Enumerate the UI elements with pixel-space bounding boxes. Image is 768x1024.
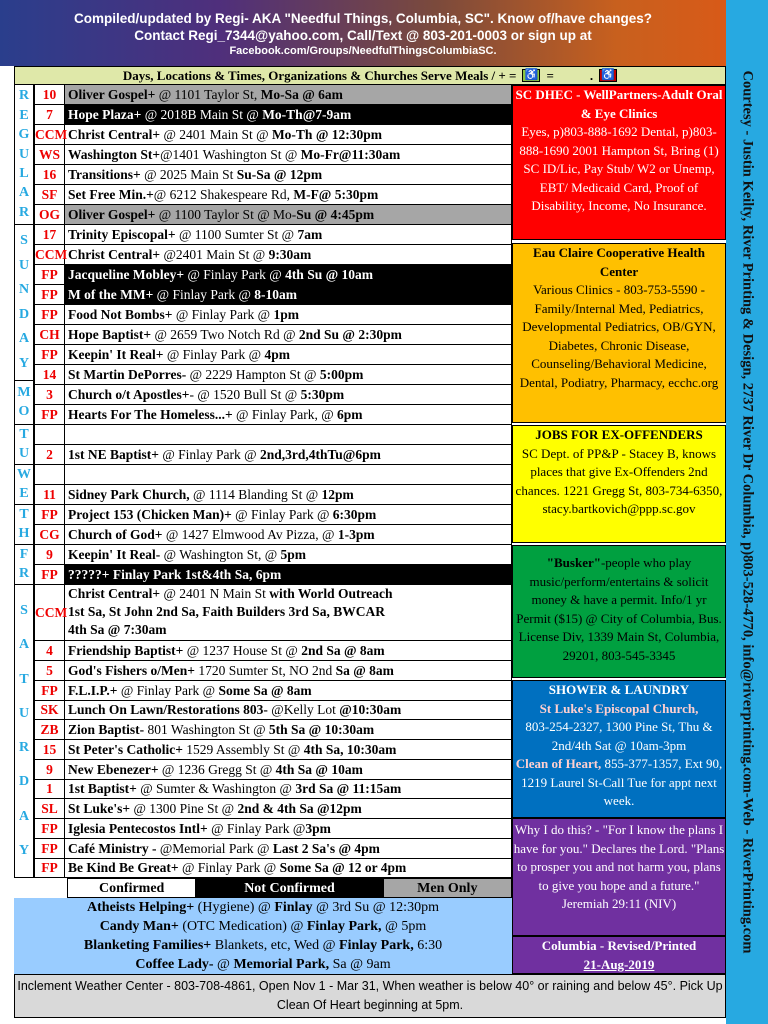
row-code: CCM [35,247,68,262]
schedule-row [34,661,512,681]
org-address: @ 2018B Main St @ [141,107,263,122]
panel-busker-body: -people who play music/perform/entertains & solicit money & have a permit. Info/1 yr Permit ($15) @ City of Columbia, Bus. License Div, 1339 Main St, Columbia, 29201, 803-545-3345 [516,555,722,663]
panel-eau-body: Various Clinics - 803-753-5590 - Family/Internal Med, Pediatrics, Developmental Pediatrics, OB/GYN, Diabetes, Chronic Disease, Counseling/Behavioral Medicine, Dental, Podiatry, Pharmacy, ecchc.org [519,282,719,390]
schedule-row [34,125,512,145]
row-code: FP [34,285,65,304]
schedule-row [34,385,512,405]
org-address: @ 2401 Main St @ [160,127,272,142]
panel-eau-title: Eau Claire Cooperative Health Center [533,245,705,279]
header-banner [0,0,726,66]
org-name: Christ Central+ [68,247,161,262]
key-eq-1: = [546,67,554,83]
org-place: Finlay Park, [339,938,414,953]
org-address: @ 2229 Hampton St @ [186,367,320,382]
org-name: Lunch On Lawn/Restorations 803- [68,702,268,718]
panel-why [512,818,726,936]
org-place: Finlay Park, [306,919,382,934]
org-name: Oliver Gospel+ [68,207,156,222]
org-address: @ 2025 Main St [140,167,237,182]
schedule-row [34,740,512,760]
org-address: @ 1236 Gregg St @ [158,761,276,777]
panel-dhec-title: SC DHEC - WellPartners-Adult Oral & Eye Clinics [515,87,723,121]
schedule-row [34,305,512,325]
org-time: 3pm [305,820,331,836]
row-desc [65,225,511,244]
org-time: Mo-Th @ 12:30pm [271,127,382,142]
row-desc [65,720,511,739]
org-time: 2nd Sa @ 8am [301,643,385,658]
row-desc [65,700,511,719]
panel-dhec [512,85,726,240]
org-address: @ 1114 Blanding St @ [189,487,322,502]
org-time: Last 2 Sa's @ 4pm [272,840,380,856]
schedule-row [34,485,512,505]
schedule-row [34,819,512,839]
org-time: 6pm [337,407,363,422]
org-address: @ Finlay Park @ [231,507,333,522]
revised-line-1: Columbia - Revised/Printed [541,938,697,953]
org-name: Church o/t Apostles+ [68,387,190,402]
row-desc [65,365,511,384]
org-time: Some Sa @ 8am [218,682,312,698]
row-code: FP [34,345,65,364]
org-name: Zion Baptist- [68,722,145,737]
org-name: Jacqueline Mobley+ [68,267,185,282]
row-code: FP [34,405,65,424]
org-name: Blanketing Families+ [83,938,212,953]
org-time: 5:30pm [300,387,345,402]
row-code: WS [34,145,65,164]
org-address: @ 2401 N Main St [160,586,270,601]
legend-not-confirmed: Not Confirmed [195,879,383,897]
row-code: SL [34,799,65,818]
row-desc [65,760,511,779]
row-code: SK [34,700,65,719]
row-desc [65,681,511,700]
org-address: @ Finlay Park, @ [232,407,338,422]
org-time: 7am [297,227,323,242]
row-desc [65,485,511,504]
header-line-1: Compiled/updated by Regi- AKA "Needful Things, Columbia, SC". Know of/have changes? [73,11,653,26]
row-desc [65,465,511,484]
org-time: 3rd Sa @ 11:15am [295,781,402,797]
row-desc [65,245,511,264]
row-code: 17 [34,225,65,244]
row-desc [65,85,511,104]
side-credit-text: Courtesy - Justin Keilty, River Printing & Design, 2737 River Dr Columbia, p)803-528-4770, info@riverprinting.com-Web - RiverPrinting.com [739,70,756,954]
schedule-row [34,681,512,701]
schedule-row [34,700,512,720]
org-name: Washington St+ [68,147,161,162]
org-name: Keepin' It Real- [68,547,161,562]
row-desc [65,661,511,680]
org-name: Trinity Episcopal+ [68,227,176,242]
band-thursday: T H [14,505,34,545]
row-desc [65,505,511,524]
schedule-row [34,445,512,465]
org-name: God's Fishers o/Men+ [68,662,195,678]
org-address: @ Finlay Park @ [163,347,265,362]
org-address: @ Finlay Park @ [178,860,280,876]
schedule-row [34,345,512,365]
org-name: Food Not Bombs+ [68,307,173,322]
panel-dhec-body: Eyes, p)803-888-1692 Dental, p)803-888-1690 2001 Hampton St, Bring (1) SC ID/Lic, Pay Stub/ W2 or Unemp, EBT/ Medicaid Card, Proof of Disability, Income, No Insurance. [519,124,719,213]
row-code: FP [34,819,65,838]
org-name: Hope Baptist+ [68,327,152,342]
header-line-2: Contact Regi_7344@yahoo.com, Call/Text @ 803-201-0003 or sign up at [134,28,592,43]
row-desc [65,525,511,544]
band-monday: M O [14,381,34,425]
schedule-row [34,760,512,780]
org-time: @10:30am [339,702,402,718]
schedule-row-saturday-ccm [34,585,512,641]
schedule-row [34,265,512,285]
panel-jobs-title: JOBS FOR EX-OFFENDERS [535,427,703,442]
schedule-row [34,545,512,565]
schedule-row [34,720,512,740]
row-desc [65,445,511,464]
band-saturday: S A T U R D A Y [14,585,34,878]
key-row [14,66,726,85]
row-desc [65,125,511,144]
side-credit-strip [726,0,768,1024]
org-address: @ 1100 Sumter St @ [175,227,298,242]
org-time: 9:30am [268,247,312,262]
row-code: 1 [34,779,65,798]
schedule-row [34,858,512,878]
org-address: @ 1101 Taylor St, [155,87,261,102]
org-address: @ Sumter & Washington @ [136,781,296,797]
org-note: (OTC Medication) @ [178,919,307,934]
org-address: 1529 Assembly St @ [182,741,304,757]
panel-busker-title: "Busker" [546,555,601,570]
org-address: @ 2659 Two Notch Rd @ [151,327,299,342]
band-wednesday: W E [14,465,34,505]
org-time: 12pm [321,487,354,502]
org-address: @1401 Washington St @ [160,147,301,162]
org-line-3: 4th Sa @ 7:30am [68,622,167,637]
org-address: @ 6212 Shakespeare Rd, [153,187,294,202]
org-address: @ Finlay Park @ [172,307,274,322]
band-sunday: S U N D A Y [14,225,34,381]
org-name: Friendship Baptist+ [68,643,184,658]
bottom-list-item [14,955,512,974]
row-code: 3 [34,385,65,404]
schedule-row [34,405,512,425]
bottom-list-item [14,936,512,955]
org-address: 1720 Sumter St, NO 2nd [194,662,336,678]
org-name: Keepin' It Real+ [68,347,164,362]
row-code: FP [34,265,65,284]
panel-shower [512,680,726,818]
schedule-row [34,185,512,205]
row-code: FP [34,565,65,584]
row-desc [65,145,511,164]
org-time: 8-10am [254,287,298,302]
org-address: @Kelly Lot [267,702,340,718]
org-time: 2nd,3rd,4thTu@6pm [259,447,381,462]
org-time: 5:00pm [319,367,364,382]
org-time: 2nd & 4th Sa @12pm [237,801,362,816]
row-code: CCM [35,127,68,142]
org-address: @ Finlay Park @ [117,682,219,698]
schedule-row [34,105,512,125]
bottom-list-item [14,917,512,936]
org-name: Coffee Lady- [135,957,214,972]
org-name: Café Ministry - [68,840,157,856]
row-code: 4 [34,641,65,660]
org-name: Christ Central+ [68,586,161,601]
schedule-row [34,799,512,819]
panel-stlukes-body: 803-254-2327, 1300 Pine St, Thu & 2nd/4th Sat @ 10am-3pm [525,719,713,753]
org-name: Church of God+ [68,527,163,542]
schedule-row [34,525,512,545]
panel-why-body: Why I do this? - "For I know the plans I have for you." Declares the Lord. "Plans to prosper you and not harm you, plans to give you hope and a future." [513,822,725,893]
org-place: Memorial Park, [233,957,330,972]
schedule-row [34,225,512,245]
row-code: 16 [34,165,65,184]
row-code: 7 [34,105,65,124]
row-desc [65,425,511,444]
schedule-row [34,245,512,265]
org-note: with World Outreach [269,586,393,601]
schedule-row [34,641,512,661]
row-code [34,425,65,444]
org-name: Sidney Park Church, [68,487,190,502]
org-address: @ Finlay Park @ [153,287,255,302]
panel-jobs-body[interactable]: SC Dept. of PP&P - Stacey B, knows places that give Ex-Offenders 2nd chances. 1221 Gregg St, 803-734-6350, stacy.bartkovich@ppp.sc.gov [515,445,723,516]
org-time: 4th Sa, 10:30am [303,741,397,757]
row-code [34,465,65,484]
org-time: Sa @ 9am [329,957,391,972]
key-row-label: Days, Locations & Times, Organizations & Churches Serve Meals / + = [122,67,517,83]
org-time: 2nd Su @ 2:30pm [298,327,402,342]
row-desc [65,325,511,344]
org-address: @ 1237 House St @ [183,643,302,658]
schedule-row [34,839,512,859]
schedule-row [34,285,512,305]
schedule-row [34,465,512,485]
org-note: @ [213,957,234,972]
org-note: (Hygiene) @ [194,900,275,915]
legend-confirmed: Confirmed [68,879,195,897]
panel-why-verse: Jeremiah 29:11 (NIV) [561,896,677,911]
row-code: FP [34,305,65,324]
org-address: @2401 Main St @ [160,247,269,262]
row-code: SF [34,185,65,204]
row-desc [65,185,511,204]
org-name: St Luke's+ [68,801,131,816]
band-friday: F R [14,545,34,585]
row-desc [65,641,511,660]
org-note: Blankets, etc, Wed @ [211,938,340,953]
org-time: Some Sa @ 12 or 4pm [279,860,407,876]
org-time: @ 3rd Su @ 12:30pm [312,900,439,915]
org-place: Finlay [274,900,313,915]
org-name: Hearts For The Homeless...+ [68,407,233,422]
panel-revised [512,936,726,974]
panel-stlukes: St Luke's Episcopal Church, [539,700,699,716]
row-desc [65,779,511,798]
org-name: Iglesia Pentecostos Intl+ [68,820,208,836]
row-code: FP [34,505,65,524]
row-desc [65,565,511,584]
org-time: 4th Sa @ 10am [275,761,363,777]
org-time: Mo-Sa @ 6am [260,87,343,102]
key-eq-2: . [589,67,594,83]
row-desc [65,105,511,124]
row-code: FP [34,858,65,877]
org-name: Project 153 (Chicken Man)+ [68,507,232,522]
org-name: New Ebenezer+ [68,761,159,777]
row-desc [65,165,511,184]
org-time: 6:30pm [332,507,377,522]
row-desc [65,345,511,364]
row-desc [65,799,511,818]
row-code: 14 [34,365,65,384]
org-name: Candy Man+ [99,919,179,934]
row-desc [65,839,511,858]
row-desc [65,405,511,424]
org-time: 4th Su @ 10am [285,267,374,282]
row-code: CG [34,525,65,544]
wheelchair-icon-red: ♿ [599,69,617,82]
panel-coh-body: 855-377-1357, Ext 90, 1219 Laurel St-Call Tue for appt next week. [521,756,723,808]
org-line-2: 1st Sa, St John 2nd Sa, Faith Builders 3rd Sa, BWCAR [68,604,385,619]
row-code: OG [34,205,65,224]
row-code: FP [34,839,65,858]
org-time: Su-Sa @ 12pm [236,167,323,182]
row-desc [65,265,511,284]
row-code: FP [34,681,65,700]
row-code: CH [34,325,65,344]
panel-jobs [512,425,726,543]
org-time: Mo-Fr@11:30am [300,147,401,162]
schedule-row [34,205,512,225]
org-name: Oliver Gospel+ [68,87,156,102]
bottom-list [14,898,512,974]
panel-shower-title: SHOWER & LAUNDRY [548,682,690,697]
row-desc [65,205,511,224]
wheelchair-icon: ♿ [522,69,540,82]
row-desc [65,858,511,877]
schedule-row [34,779,512,799]
row-code: 15 [34,740,65,759]
org-time: Sa @ 8am [335,662,394,678]
org-time: M-F@ 5:30pm [293,187,379,202]
schedule-row [34,565,512,585]
row-desc [65,385,511,404]
org-address: @ 1100 Taylor St @ Mo- [155,207,297,222]
org-address: @ Finlay Park @ [158,447,260,462]
org-name: ?????+ Finlay Park 1st&4th Sa, 6pm [68,567,282,582]
row-desc [65,819,511,838]
org-time: 1-3pm [337,527,375,542]
schedule-row [34,165,512,185]
footer-weather-center: Inclement Weather Center - 803-708-4861, Open Nov 1 - Mar 31, When weather is below 40° or raining and below 45°. Pick Up Clean Of Heart beginning at 5pm. [14,974,726,1018]
org-time: Mo-Th@7-9am [262,107,352,122]
org-name: 1st Baptist+ [68,781,137,797]
org-name: St Peter's Catholic+ [68,741,183,757]
org-name: F.L.I.P.+ [68,682,118,698]
org-name: 1st NE Baptist+ [68,447,159,462]
org-time: 1pm [273,307,299,322]
org-name: Transitions+ [68,167,141,182]
row-desc [65,285,511,304]
org-address: - @ 1520 Bull St @ [189,387,301,402]
bottom-list-item [14,898,512,917]
row-code: ZB [34,720,65,739]
org-address: 801 Washington St @ [144,722,269,737]
row-code: 5 [34,661,65,680]
panel-busker [512,545,726,678]
panel-coh: Clean of Heart, [515,756,602,771]
org-name: Atheists Helping+ [87,900,195,915]
org-address: @ Finlay Park @ [184,267,286,282]
org-time: 5pm [280,547,307,562]
org-name: M of the MM+ [68,287,154,302]
band-tuesday: T U [14,425,34,465]
org-name: Set Free Min.+ [68,187,154,202]
org-name: Hope Plaza+ [68,107,142,122]
schedule-row [34,145,512,165]
org-address: @ 1300 Pine St @ [130,801,238,816]
org-name: St Martin DePorres- [68,367,187,382]
legend-men-only: Men Only [384,879,511,897]
org-time: 4pm [264,347,290,362]
org-time: Su @ 4:45pm [296,207,375,222]
schedule-row [34,325,512,345]
header-line-3[interactable]: Facebook.com/Groups/NeedfulThingsColumbiaSC. [229,45,497,57]
org-time: 6:30 [413,938,443,953]
row-desc [65,585,511,640]
legend-row [67,878,512,898]
row-code: 9 [34,545,65,564]
schedule-row [34,425,512,445]
row-desc [65,545,511,564]
row-desc [65,740,511,759]
org-name: Christ Central+ [68,127,161,142]
band-regular: R E G U L A R [14,85,34,225]
org-address: @ Finlay Park @ [207,820,306,836]
schedule-row [34,85,512,105]
panel-eau-claire [512,243,726,423]
org-address: @Memorial Park @ [156,840,273,856]
org-address: @ 1427 Elmwood Av Pizza, @ [162,527,338,542]
org-name: Be Kind Be Great+ [68,860,179,876]
schedule-row [34,505,512,525]
org-time: 5th Sa @ 10:30am [268,722,375,737]
row-code: 11 [34,485,65,504]
row-code: 2 [34,445,65,464]
org-time: @ 5pm [381,919,427,934]
revised-date: 21-Aug-2019 [583,956,655,972]
row-code: 10 [34,85,65,104]
row-desc [65,305,511,324]
row-code: CCM [34,585,65,640]
org-address: @ Washington St, @ [160,547,281,562]
row-code: 9 [34,760,65,779]
schedule-row [34,365,512,385]
